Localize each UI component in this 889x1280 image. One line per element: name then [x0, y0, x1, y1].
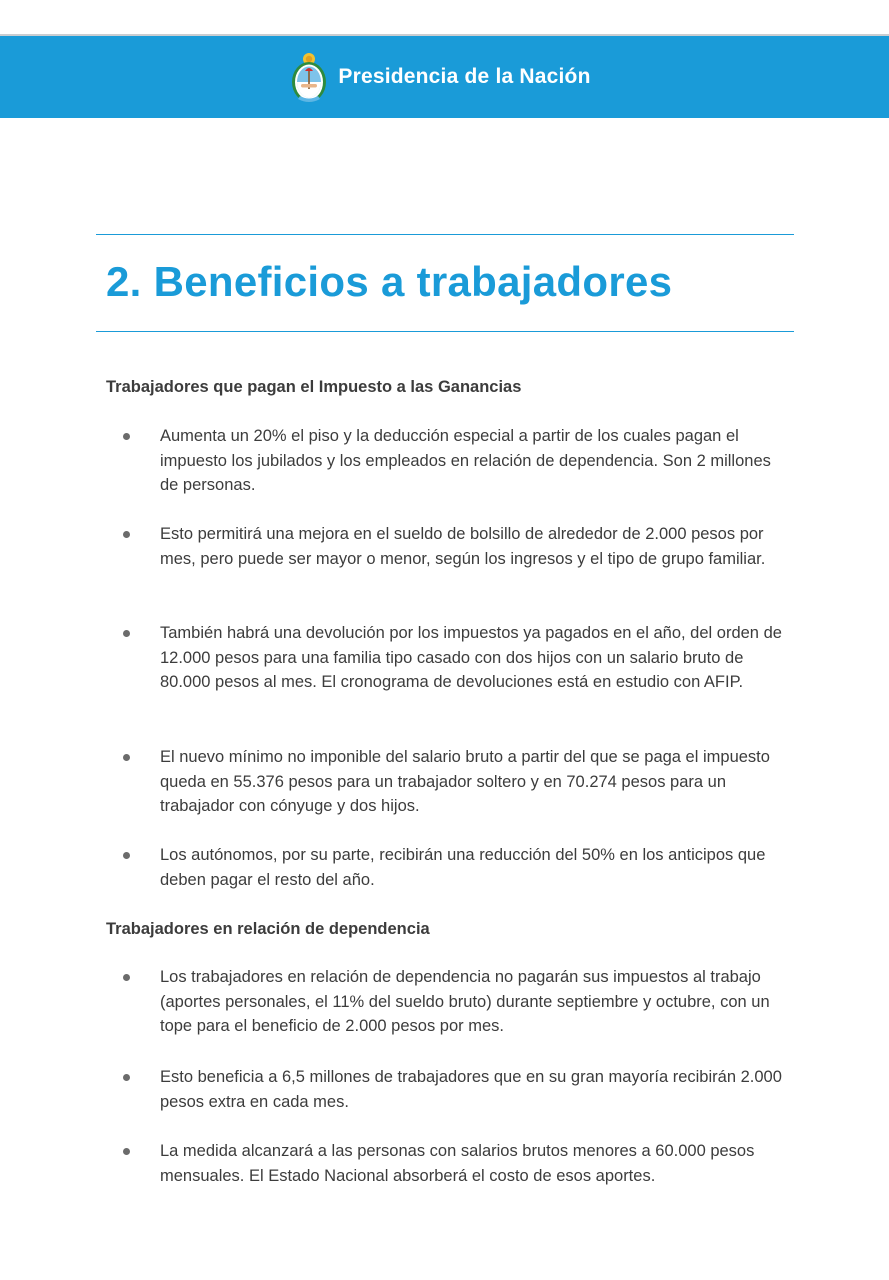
list-item-text: El nuevo mínimo no imponible del salario bruto a partir del que se paga el impuesto queda en 55.376 pesos para un trabajador soltero y en 70.274 pesos para un trabajador con cónyuge y dos hijos. [160, 748, 770, 815]
bullet-dot-icon [123, 974, 130, 981]
org-name: Presidencia de la Nación [338, 65, 591, 88]
bullet-dot-icon [123, 1148, 130, 1155]
list-item-text: Esto permitirá una mejora en el sueldo de bolsillo de alrededor de 2.000 pesos por mes, pero puede ser mayor o menor, según los ingresos y el tipo de grupo familiar. [160, 525, 766, 568]
argentina-coat-of-arms-icon [290, 49, 328, 105]
title-rule-bottom [96, 331, 794, 332]
bullet-dot-icon [123, 1074, 130, 1081]
list-item-text: Los autónomos, por su parte, recibirán una reducción del 50% en los anticipos que deben pagar el resto del año. [160, 846, 766, 889]
bullet-dot-icon [123, 852, 130, 859]
header-brand [290, 49, 590, 105]
title-rule-top [96, 234, 794, 235]
header-banner [0, 34, 889, 118]
list-item [160, 843, 790, 892]
list-item-text: Aumenta un 20% el piso y la deducción especial a partir de los cuales pagan el impuesto los jubilados y los empleados en relación de dependencia. Son 2 millones de personas. [160, 427, 771, 494]
group-heading-ganancias: Trabajadores que pagan el Impuesto a las Ganancias [106, 378, 522, 396]
bullet-dot-icon [123, 433, 130, 440]
list-item [160, 1139, 790, 1188]
section-title: 2. Beneficios a trabajadores [106, 258, 673, 305]
list-item [160, 522, 790, 571]
list-item [160, 621, 790, 695]
list-item-text: La medida alcanzará a las personas con salarios brutos menores a 60.000 pesos mensuales. El Estado Nacional absorberá el costo de esos aportes. [160, 1142, 755, 1185]
list-item [160, 965, 790, 1039]
list-item-text: Esto beneficia a 6,5 millones de trabajadores que en su gran mayoría recibirán 2.000 pesos extra en cada mes. [160, 1068, 782, 1111]
list-item [160, 424, 790, 498]
group-heading-dependencia: Trabajadores en relación de dependencia [106, 920, 430, 938]
bullet-dot-icon [123, 531, 130, 538]
list-item [160, 1065, 790, 1114]
list-item-text: Los trabajadores en relación de dependencia no pagarán sus impuestos al trabajo (aportes personales, el 11% del sueldo bruto) durante septiembre y octubre, con un tope para el beneficio de 2.000 pesos por mes. [160, 968, 770, 1035]
top-strip [0, 0, 889, 34]
list-item-text: También habrá una devolución por los impuestos ya pagados en el año, del orden de 12.000 pesos para una familia tipo casado con dos hijos con un salario bruto de 80.000 pesos al mes. El cronograma de devoluciones está en estudio con AFIP. [160, 624, 782, 691]
bullet-dot-icon [123, 630, 130, 637]
bullet-dot-icon [123, 754, 130, 761]
list-item [160, 745, 790, 819]
